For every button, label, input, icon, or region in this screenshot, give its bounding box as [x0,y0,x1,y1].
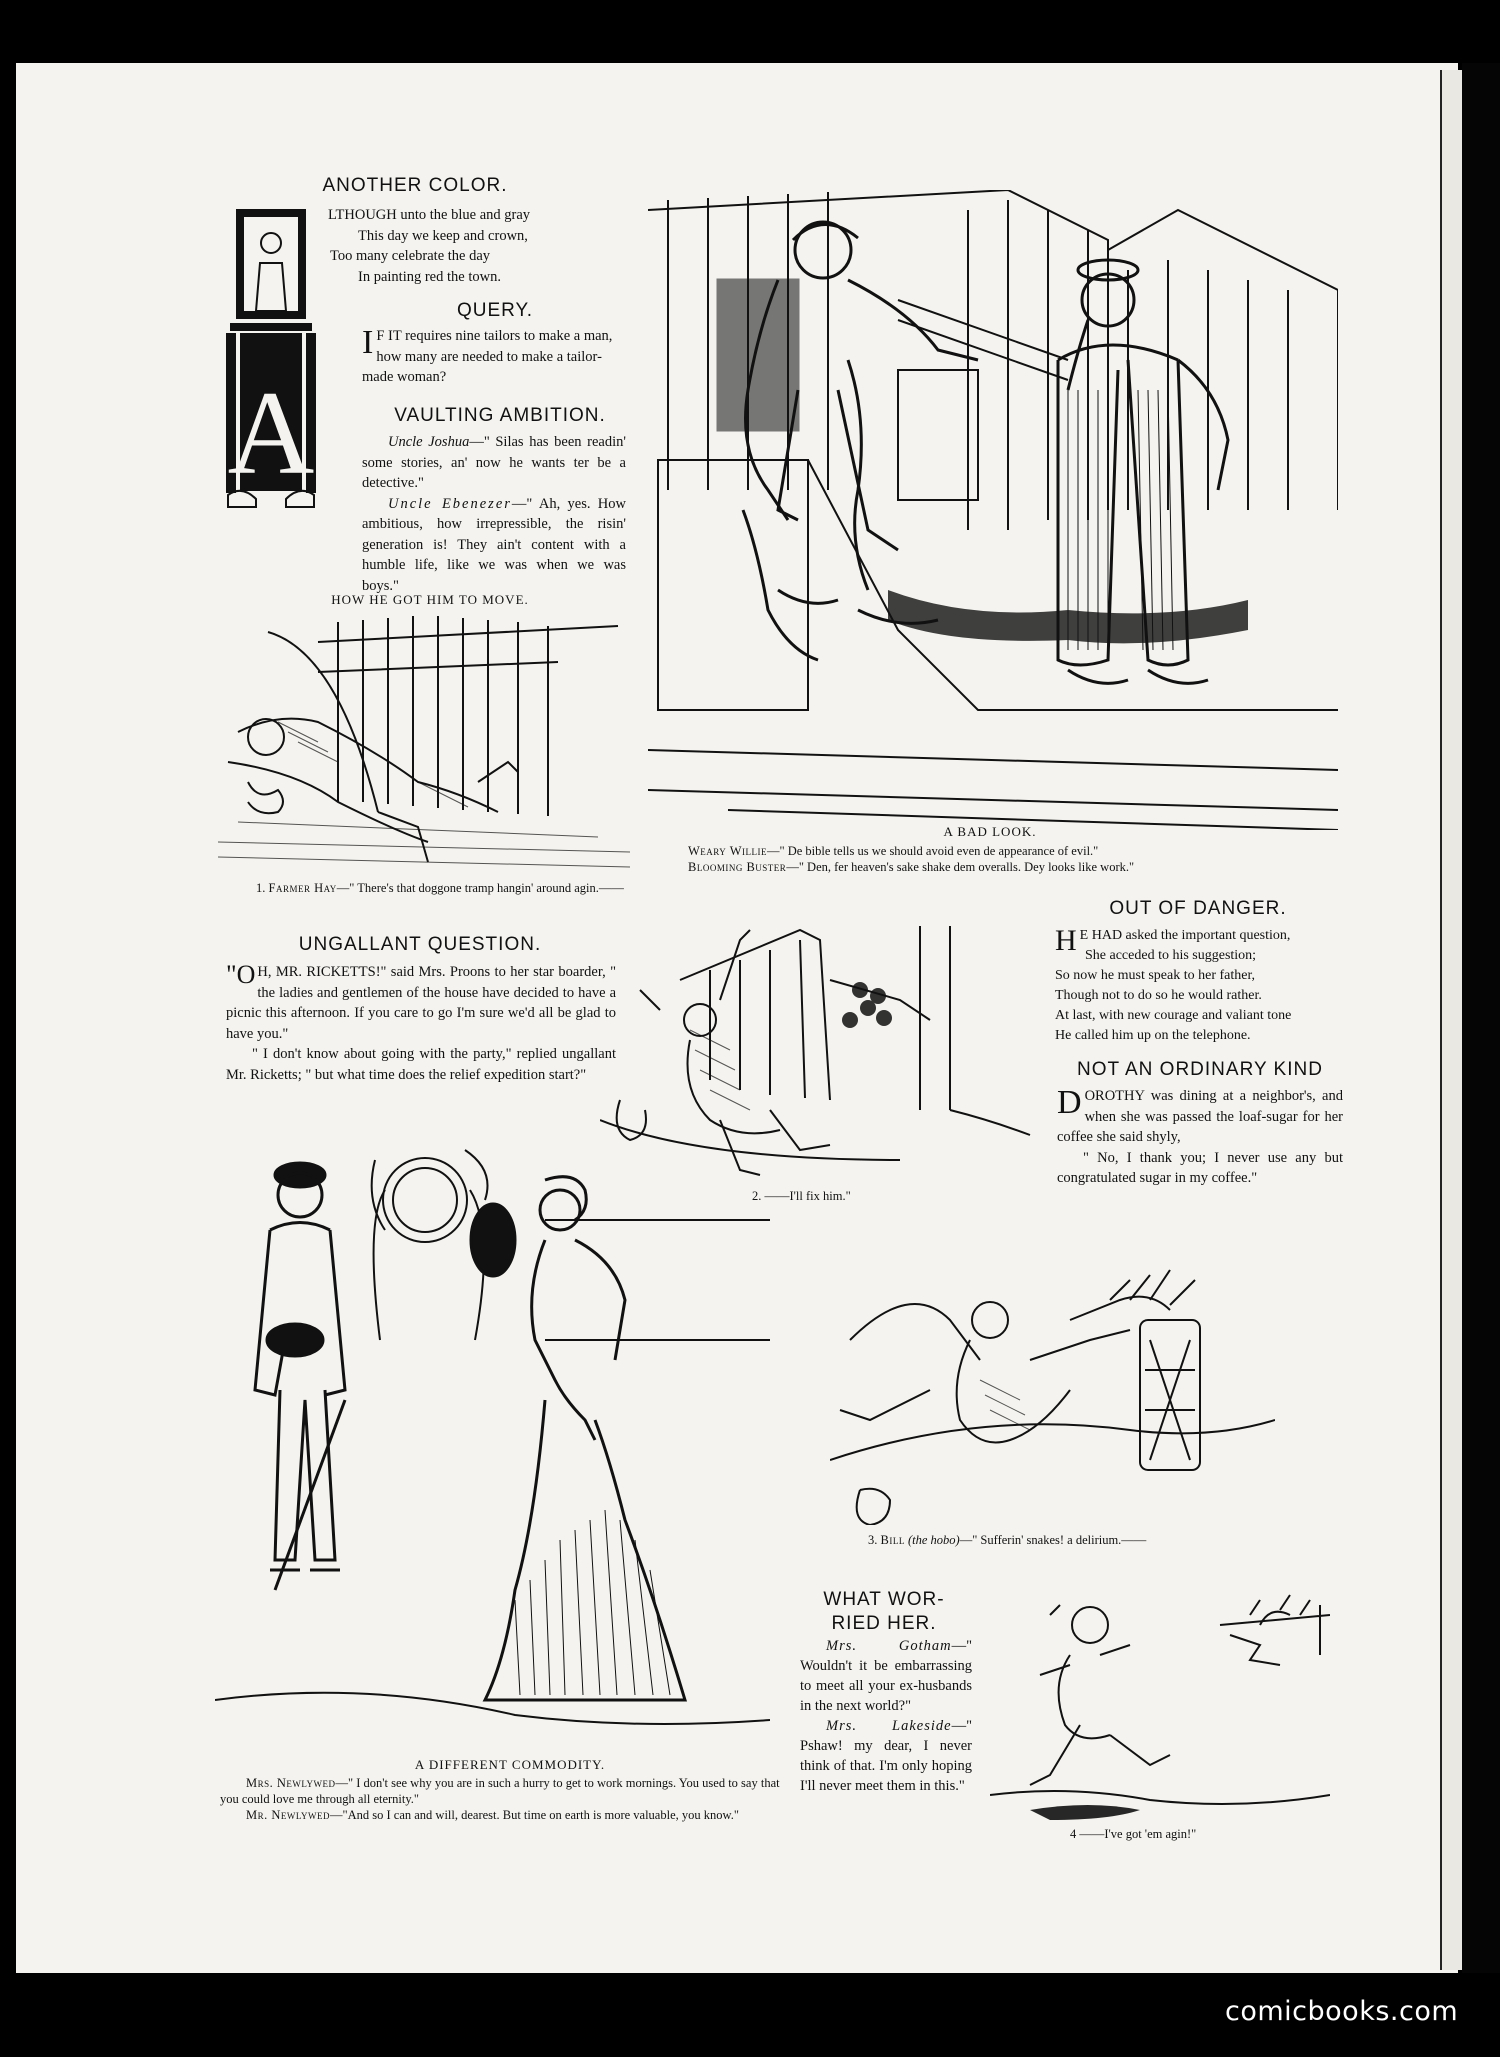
different-commodity-caption: Mrs. Newlywed—" I don't see why you are in such a hurry to get to work mornings. You used to say that you could love me through all eternity." Mr. Newlywed—"And so I can and will, dearest. But time on earth is more valuable, you know." [220,1776,780,1822]
panel-4-hobo-running [990,1585,1330,1825]
panel-4-caption: 4 ——I've got 'em agin!" [1070,1827,1197,1841]
panel-3-caption: 3. Bill (the hobo)—" Sufferin' snakes! a delirium.—— [868,1533,1147,1547]
query-text: I F IT requires nine tailors to make a man, how many are needed to make a tailor-made woman? [362,324,613,385]
ordinary-kind-title: NOT AN ORDINARY KIND [1077,1059,1323,1080]
worried-title: WHAT WOR-RIED HER. [823,1589,945,1634]
out-of-danger-title: OUT OF DANGER. [1109,898,1287,919]
vaulting-ambition-title: VAULTING AMBITION. [394,405,606,426]
ordinary-kind-text: DOROTHY was dining at a neighbor's, and when she was passed the loaf-sugar for her coffee she said shyly, " No, I thank you; I never use any but congratulated sugar in my coffee." [1057,1084,1343,1186]
another-color-title: ANOTHER COLOR. [322,175,508,196]
scan-border [1462,63,1500,1973]
next-page-edge [1440,70,1464,1970]
another-color-verse: LTHOUGH unto the blue and gray This day we keep and crown, Too many celebrate the day In painting red the town. [328,207,531,285]
worried-text: Mrs. Gotham—" Wouldn't it be embarrassing to meet all your ex-husbands in the next world?" Mrs. Lakeside—" Pshaw! my dear, I never think of that. I'm only hoping I'll never meet them in this." [800,1638,972,1794]
panel-1-tramp-sleeping [218,612,630,874]
out-of-danger-verse: H E HAD asked the important question, She acceded to his suggestion; So now he must speak to her father, Though not to do so he would rather. At last, with new courage and valiant tone He called him up on the telephone. [1055,924,1292,1043]
how-he-got-title: HOW HE GOT HIM TO MOVE. [331,592,529,607]
bad-look-title: A BAD LOOK. [943,824,1037,839]
bad-look-caption: Weary Willie—" De bible tells us we should avoid even de appearance of evil." Blooming Buster—" Den, fer heaven's sake shake dem overalls. Dey looks like work." [688,844,1135,874]
panel-1-caption: 1. Farmer Hay—" There's that doggone tramp hangin' around agin.—— [256,881,624,895]
panel-3-hobo-delirium [830,1260,1275,1525]
panel-2-caption: 2. ——I'll fix him." [752,1189,851,1203]
vaulting-ambition-text: Uncle Joshua—" Silas has been readin' some stories, an' now he wants ter be a detective." Uncle Ebenezer—" Ah, yes. How ambitious, how irrepressible, the risin' generation is! They ain't content with a humble life, like we was when we was boys." [362,434,626,594]
ungallant-text: "O H, MR. RICKETTS!" said Mrs. Proons to her star boarder, " the ladies and gentlemen of the house have decided to have a picnic this afternoon. If you care to go I'm sure we'd all be glad to have you." " I don't know about going with the party," replied ungallant Mr. Ricketts; " but what time does the relief expedition start?" [226,960,616,1083]
different-commodity-title: A DIFFERENT COMMODITY. [414,1757,606,1772]
query-title: QUERY. [456,300,534,321]
bad-look-illustration [648,190,1338,830]
different-commodity-illustration [215,1140,770,1745]
ungallant-title: UNGALLANT QUESTION. [298,934,542,955]
watermark: comicbooks.com [1225,1996,1459,2027]
svg-text:A: A [227,366,315,499]
